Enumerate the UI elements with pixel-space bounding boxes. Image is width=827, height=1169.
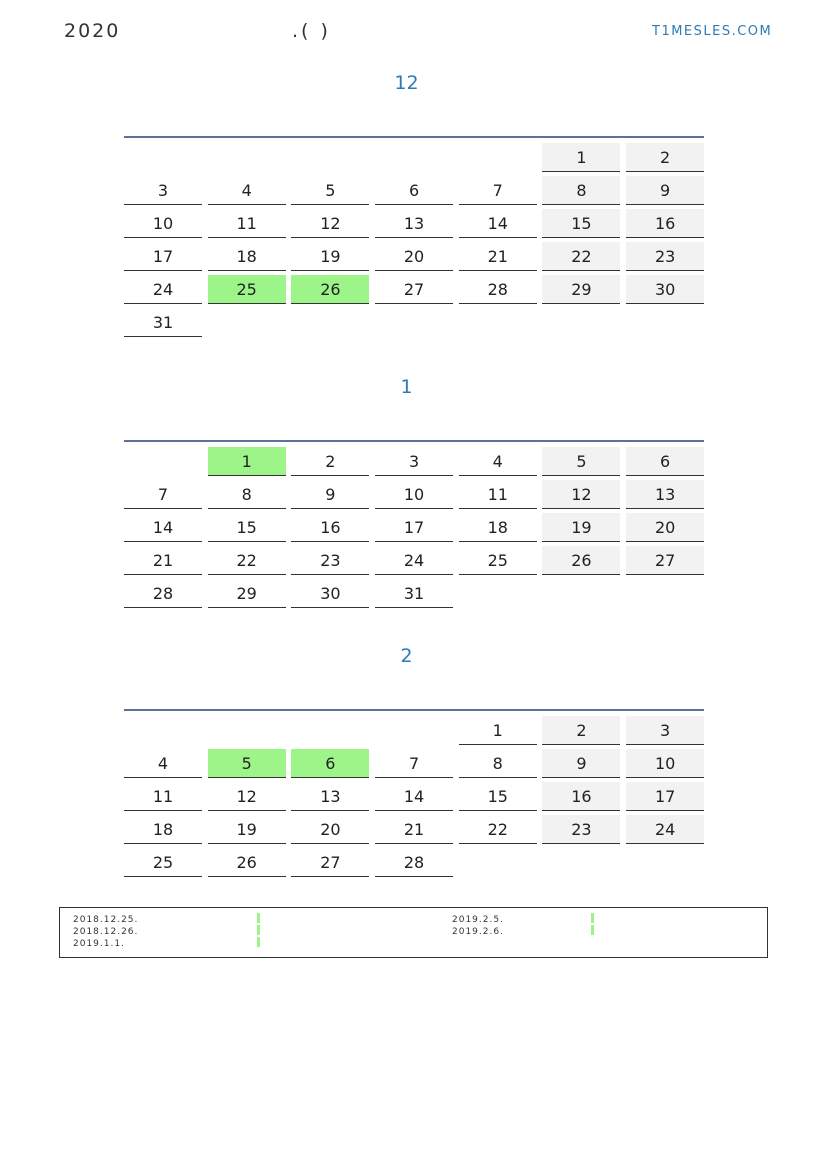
empty-cell: [542, 579, 620, 607]
day-cell: 31: [375, 579, 453, 608]
day-cell: 3: [626, 716, 704, 745]
day-cell: 30: [291, 579, 369, 608]
day-cell: 12: [208, 782, 286, 811]
day-cell: 7: [459, 176, 537, 205]
day-cell: 22: [542, 242, 620, 271]
calendar-grid: [124, 447, 704, 608]
day-cell: 28: [124, 579, 202, 608]
day-cell: 20: [626, 513, 704, 542]
day-cell: 1: [542, 143, 620, 172]
month-title: 12: [394, 72, 419, 94]
empty-cell: [208, 308, 286, 336]
day-cell: 18: [459, 513, 537, 542]
empty-cell: [459, 848, 537, 876]
day-cell: 8: [542, 176, 620, 205]
calendar-top-rule: [124, 709, 704, 711]
day-cell: 25: [208, 275, 286, 304]
day-cell: 28: [375, 848, 453, 877]
day-cell: 9: [542, 749, 620, 778]
day-cell: 6: [626, 447, 704, 476]
day-cell: 1: [208, 447, 286, 476]
holiday-legend: [59, 907, 768, 958]
day-cell: 4: [459, 447, 537, 476]
day-cell: 3: [124, 176, 202, 205]
day-cell: 16: [542, 782, 620, 811]
empty-cell: [375, 143, 453, 171]
day-cell: 1: [459, 716, 537, 745]
day-cell: 10: [124, 209, 202, 238]
day-cell: 9: [291, 480, 369, 509]
header-title: .( ): [292, 20, 331, 42]
day-cell: 25: [459, 546, 537, 575]
legend-left-markers: [257, 913, 260, 949]
day-cell: 17: [626, 782, 704, 811]
empty-cell: [124, 447, 202, 475]
day-cell: 24: [375, 546, 453, 575]
empty-cell: [459, 143, 537, 171]
legend-date: 2018.12.26.: [73, 927, 139, 937]
day-cell: 9: [626, 176, 704, 205]
day-cell: 27: [626, 546, 704, 575]
day-cell: 10: [375, 480, 453, 509]
day-cell: 29: [542, 275, 620, 304]
day-cell: 5: [542, 447, 620, 476]
empty-cell: [542, 308, 620, 336]
legend-date: 2019.1.1.: [73, 939, 125, 949]
day-cell: 13: [626, 480, 704, 509]
day-cell: 21: [459, 242, 537, 271]
day-cell: 15: [542, 209, 620, 238]
day-cell: 20: [375, 242, 453, 271]
day-cell: 15: [459, 782, 537, 811]
day-cell: 4: [208, 176, 286, 205]
day-cell: 19: [542, 513, 620, 542]
day-cell: 14: [375, 782, 453, 811]
day-cell: 20: [291, 815, 369, 844]
day-cell: 24: [626, 815, 704, 844]
day-cell: 6: [375, 176, 453, 205]
empty-cell: [375, 716, 453, 744]
day-cell: 31: [124, 308, 202, 337]
day-cell: 13: [291, 782, 369, 811]
day-cell: 12: [542, 480, 620, 509]
day-cell: 16: [626, 209, 704, 238]
day-cell: 3: [375, 447, 453, 476]
day-cell: 7: [124, 480, 202, 509]
day-cell: 21: [375, 815, 453, 844]
calendar: [124, 440, 704, 608]
day-cell: 19: [291, 242, 369, 271]
site-link[interactable]: T1MESLES.COM: [652, 24, 773, 39]
day-cell: 8: [208, 480, 286, 509]
day-cell: 26: [542, 546, 620, 575]
day-cell: 17: [124, 242, 202, 271]
month-title: 1: [400, 376, 413, 398]
day-cell: 8: [459, 749, 537, 778]
day-cell: 2: [542, 716, 620, 745]
day-cell: 23: [626, 242, 704, 271]
day-cell: 11: [124, 782, 202, 811]
calendar-grid: [124, 716, 704, 877]
day-cell: 10: [626, 749, 704, 778]
day-cell: 12: [291, 209, 369, 238]
day-cell: 6: [291, 749, 369, 778]
day-cell: 22: [459, 815, 537, 844]
day-cell: 18: [208, 242, 286, 271]
day-cell: 5: [208, 749, 286, 778]
empty-cell: [542, 848, 620, 876]
day-cell: 11: [208, 209, 286, 238]
calendar-top-rule: [124, 440, 704, 442]
empty-cell: [291, 143, 369, 171]
day-cell: 23: [291, 546, 369, 575]
header-year: 2020: [64, 20, 121, 42]
holiday-marker: [257, 925, 260, 935]
empty-cell: [626, 308, 704, 336]
holiday-marker: [591, 925, 594, 935]
day-cell: 29: [208, 579, 286, 608]
day-cell: 25: [124, 848, 202, 877]
day-cell: 19: [208, 815, 286, 844]
legend-right-markers: [591, 913, 594, 937]
day-cell: 22: [208, 546, 286, 575]
day-cell: 7: [375, 749, 453, 778]
month-title: 2: [400, 645, 413, 667]
day-cell: 30: [626, 275, 704, 304]
empty-cell: [291, 716, 369, 744]
empty-cell: [626, 579, 704, 607]
day-cell: 11: [459, 480, 537, 509]
day-cell: 4: [124, 749, 202, 778]
empty-cell: [124, 143, 202, 171]
day-cell: 24: [124, 275, 202, 304]
empty-cell: [459, 308, 537, 336]
empty-cell: [208, 716, 286, 744]
calendar: [124, 136, 704, 337]
empty-cell: [208, 143, 286, 171]
legend-date: 2019.2.6.: [452, 927, 504, 937]
day-cell: 27: [375, 275, 453, 304]
day-cell: 14: [124, 513, 202, 542]
day-cell: 13: [375, 209, 453, 238]
empty-cell: [459, 579, 537, 607]
day-cell: 17: [375, 513, 453, 542]
legend-right-dates: [452, 914, 504, 938]
day-cell: 21: [124, 546, 202, 575]
day-cell: 16: [291, 513, 369, 542]
day-cell: 14: [459, 209, 537, 238]
calendar: [124, 709, 704, 877]
calendar-grid: [124, 143, 704, 337]
calendar-top-rule: [124, 136, 704, 138]
legend-date: 2018.12.25.: [73, 915, 139, 925]
legend-left-dates: [73, 914, 138, 950]
legend-date: 2019.2.5.: [452, 915, 504, 925]
day-cell: 18: [124, 815, 202, 844]
day-cell: 15: [208, 513, 286, 542]
holiday-marker: [591, 913, 594, 923]
empty-cell: [291, 308, 369, 336]
day-cell: 28: [459, 275, 537, 304]
holiday-marker: [257, 937, 260, 947]
holiday-marker: [257, 913, 260, 923]
day-cell: 27: [291, 848, 369, 877]
day-cell: 23: [542, 815, 620, 844]
empty-cell: [124, 716, 202, 744]
day-cell: 26: [208, 848, 286, 877]
day-cell: 5: [291, 176, 369, 205]
day-cell: 2: [291, 447, 369, 476]
empty-cell: [626, 848, 704, 876]
empty-cell: [375, 308, 453, 336]
day-cell: 26: [291, 275, 369, 304]
day-cell: 2: [626, 143, 704, 172]
